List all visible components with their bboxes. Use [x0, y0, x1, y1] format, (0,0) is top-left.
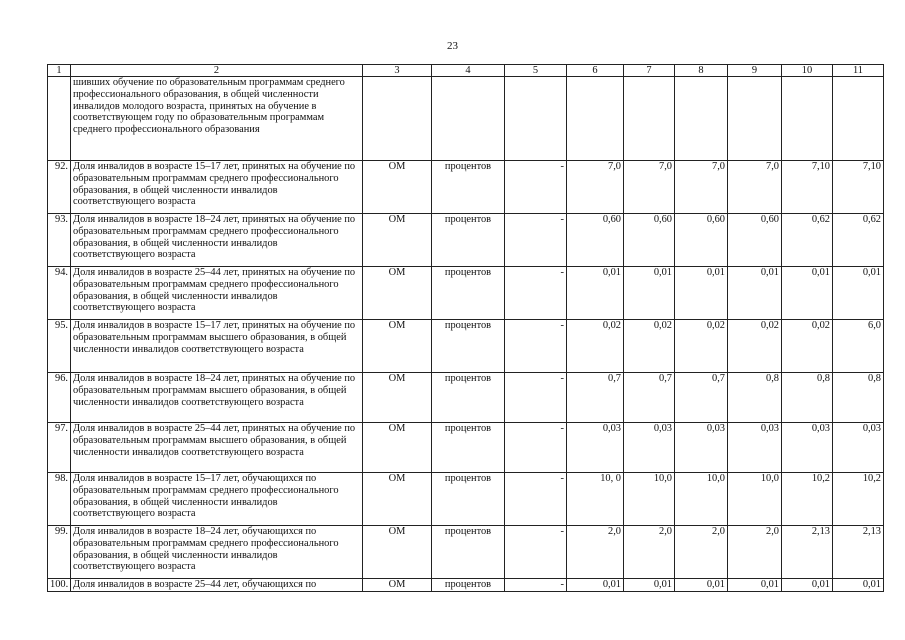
unit: процентов — [432, 161, 505, 214]
col-10-value: 0,03 — [782, 423, 833, 473]
col-8-value: 0,7 — [675, 373, 728, 423]
col-9-value: 0,8 — [728, 373, 782, 423]
header-col-2: 2 — [71, 65, 363, 77]
col-6-value: 10, 0 — [567, 473, 624, 526]
col-8-value: 0,01 — [675, 267, 728, 320]
col-5-value: - — [505, 526, 567, 579]
table-row — [48, 161, 884, 214]
col-11-value: 7,10 — [833, 161, 884, 214]
col-8-value: 0,60 — [675, 214, 728, 267]
col-5-value: - — [505, 579, 567, 592]
source-code: ОМ — [363, 267, 432, 320]
col-9-value: 2,0 — [728, 526, 782, 579]
indicators-table — [47, 64, 884, 592]
indicator-name: Доля инвалидов в возрасте 25–44 лет, обучающихся по — [71, 579, 363, 592]
col-10-value: 0,02 — [782, 320, 833, 373]
col-7-value: 7,0 — [624, 161, 675, 214]
table-row — [48, 373, 884, 423]
col-11-value: 2,13 — [833, 526, 884, 579]
table-row — [48, 579, 884, 592]
col-9-value: 0,01 — [728, 579, 782, 592]
table-row — [48, 473, 884, 526]
col-9-value: 0,01 — [728, 267, 782, 320]
indicator-number: 100. — [48, 579, 71, 592]
indicator-number: 95. — [48, 320, 71, 373]
col-6-value: 0,7 — [567, 373, 624, 423]
indicator-name: Доля инвалидов в возрасте 15–17 лет, принятых на обучение по образовательным программам среднего профессионального образования, в общей численности инвалидов соответствующего возраста — [71, 161, 363, 214]
indicator-number: 98. — [48, 473, 71, 526]
source-code: ОМ — [363, 423, 432, 473]
indicator-number: 93. — [48, 214, 71, 267]
col-11-value: 0,03 — [833, 423, 884, 473]
header-col-7: 7 — [624, 65, 675, 77]
col-6-value: 0,02 — [567, 320, 624, 373]
indicator-name: Доля инвалидов в возрасте 18–24 лет, обучающихся по образовательным программам среднего профессионального образования, в общей численности инвалидов соответствующего возраста — [71, 526, 363, 579]
unit: процентов — [432, 579, 505, 592]
col-10-value: 0,01 — [782, 579, 833, 592]
col-6-value: 0,60 — [567, 214, 624, 267]
header-col-1: 1 — [48, 65, 71, 77]
col-9-value: 0,03 — [728, 423, 782, 473]
col-8-value: 7,0 — [675, 161, 728, 214]
col-10-value: 10,2 — [782, 473, 833, 526]
col-10-value: 0,62 — [782, 214, 833, 267]
page-number: 23 — [447, 40, 458, 52]
indicator-name: Доля инвалидов в возрасте 18–24 лет, принятых на обучение по образовательным программам среднего профессионального образования, в общей численности инвалидов соответствующего возраста — [71, 214, 363, 267]
col-5-value: - — [505, 320, 567, 373]
indicator-number: 97. — [48, 423, 71, 473]
col-7-value: 0,60 — [624, 214, 675, 267]
indicator-name: Доля инвалидов в возрасте 18–24 лет, принятых на обучение по образовательным программам высшего образования, в общей численности инвалидов соответствующего возраста — [71, 373, 363, 423]
unit: процентов — [432, 267, 505, 320]
col-11-value: 0,8 — [833, 373, 884, 423]
col-10-value: 0,01 — [782, 267, 833, 320]
col-6-value: 2,0 — [567, 526, 624, 579]
col-9-value: 0,02 — [728, 320, 782, 373]
col-8-value: 10,0 — [675, 473, 728, 526]
continuation-row — [48, 77, 884, 161]
col-6-value: 0,03 — [567, 423, 624, 473]
col-9-value: 0,60 — [728, 214, 782, 267]
col-6-value: 7,0 — [567, 161, 624, 214]
col-7-value: 0,01 — [624, 579, 675, 592]
unit: процентов — [432, 214, 505, 267]
col-8-value: 0,03 — [675, 423, 728, 473]
indicator-name: Доля инвалидов в возрасте 25–44 лет, принятых на обучение по образовательным программам среднего профессионального образования, в общей численности инвалидов соответствующего возраста — [71, 267, 363, 320]
indicator-name: шивших обучение по образовательным программам среднего профессионального образования, в общей численности инвалидов молодого возраста, принятых на обучение в соответствующем году по образовательным программам среднего профессионального образования — [71, 77, 363, 161]
col-5-value: - — [505, 214, 567, 267]
source-code: ОМ — [363, 373, 432, 423]
indicator-name: Доля инвалидов в возрасте 15–17 лет, принятых на обучение по образовательным программам высшего образования, в общей численности инвалидов соответствующего возраста — [71, 320, 363, 373]
col-5-value: - — [505, 423, 567, 473]
source-code: ОМ — [363, 579, 432, 592]
header-col-9: 9 — [728, 65, 782, 77]
col-10-value: 0,8 — [782, 373, 833, 423]
header-row — [48, 65, 884, 77]
col-6-value: 0,01 — [567, 579, 624, 592]
col-9-value: 10,0 — [728, 473, 782, 526]
header-col-3: 3 — [363, 65, 432, 77]
col-8-value: 0,02 — [675, 320, 728, 373]
table-row — [48, 267, 884, 320]
indicator-number: 99. — [48, 526, 71, 579]
col-5-value: - — [505, 373, 567, 423]
table-row — [48, 214, 884, 267]
source-code: ОМ — [363, 473, 432, 526]
header-col-8: 8 — [675, 65, 728, 77]
table-row — [48, 526, 884, 579]
col-10-value: 7,10 — [782, 161, 833, 214]
source-code: ОМ — [363, 526, 432, 579]
unit: процентов — [432, 473, 505, 526]
col-5-value: - — [505, 267, 567, 320]
col-5-value: - — [505, 161, 567, 214]
col-7-value: 0,03 — [624, 423, 675, 473]
col-11-value: 0,62 — [833, 214, 884, 267]
col-7-value: 10,0 — [624, 473, 675, 526]
header-col-11: 11 — [833, 65, 884, 77]
col-7-value: 0,7 — [624, 373, 675, 423]
header-col-4: 4 — [432, 65, 505, 77]
unit: процентов — [432, 423, 505, 473]
indicator-number: 96. — [48, 373, 71, 423]
col-7-value: 0,02 — [624, 320, 675, 373]
unit: процентов — [432, 526, 505, 579]
source-code: ОМ — [363, 161, 432, 214]
col-8-value: 0,01 — [675, 579, 728, 592]
indicator-name: Доля инвалидов в возрасте 15–17 лет, обучающихся по образовательным программам среднего профессионального образования, в общей численности инвалидов соответствующего возраста — [71, 473, 363, 526]
col-7-value: 2,0 — [624, 526, 675, 579]
header-col-6: 6 — [567, 65, 624, 77]
header-col-10: 10 — [782, 65, 833, 77]
indicator-name: Доля инвалидов в возрасте 25–44 лет, принятых на обучение по образовательным программам высшего образования, в общей численности инвалидов соответствующего возраста — [71, 423, 363, 473]
col-11-value: 10,2 — [833, 473, 884, 526]
col-11-value: 0,01 — [833, 267, 884, 320]
unit: процентов — [432, 320, 505, 373]
source-code: ОМ — [363, 320, 432, 373]
col-9-value: 7,0 — [728, 161, 782, 214]
table-row — [48, 320, 884, 373]
indicator-number: 94. — [48, 267, 71, 320]
col-6-value: 0,01 — [567, 267, 624, 320]
col-11-value: 0,01 — [833, 579, 884, 592]
unit: процентов — [432, 373, 505, 423]
col-7-value: 0,01 — [624, 267, 675, 320]
col-5-value: - — [505, 473, 567, 526]
col-10-value: 2,13 — [782, 526, 833, 579]
col-11-value: 6,0 — [833, 320, 884, 373]
indicator-number: 92. — [48, 161, 71, 214]
source-code: ОМ — [363, 214, 432, 267]
header-col-5: 5 — [505, 65, 567, 77]
col-8-value: 2,0 — [675, 526, 728, 579]
table-row — [48, 423, 884, 473]
